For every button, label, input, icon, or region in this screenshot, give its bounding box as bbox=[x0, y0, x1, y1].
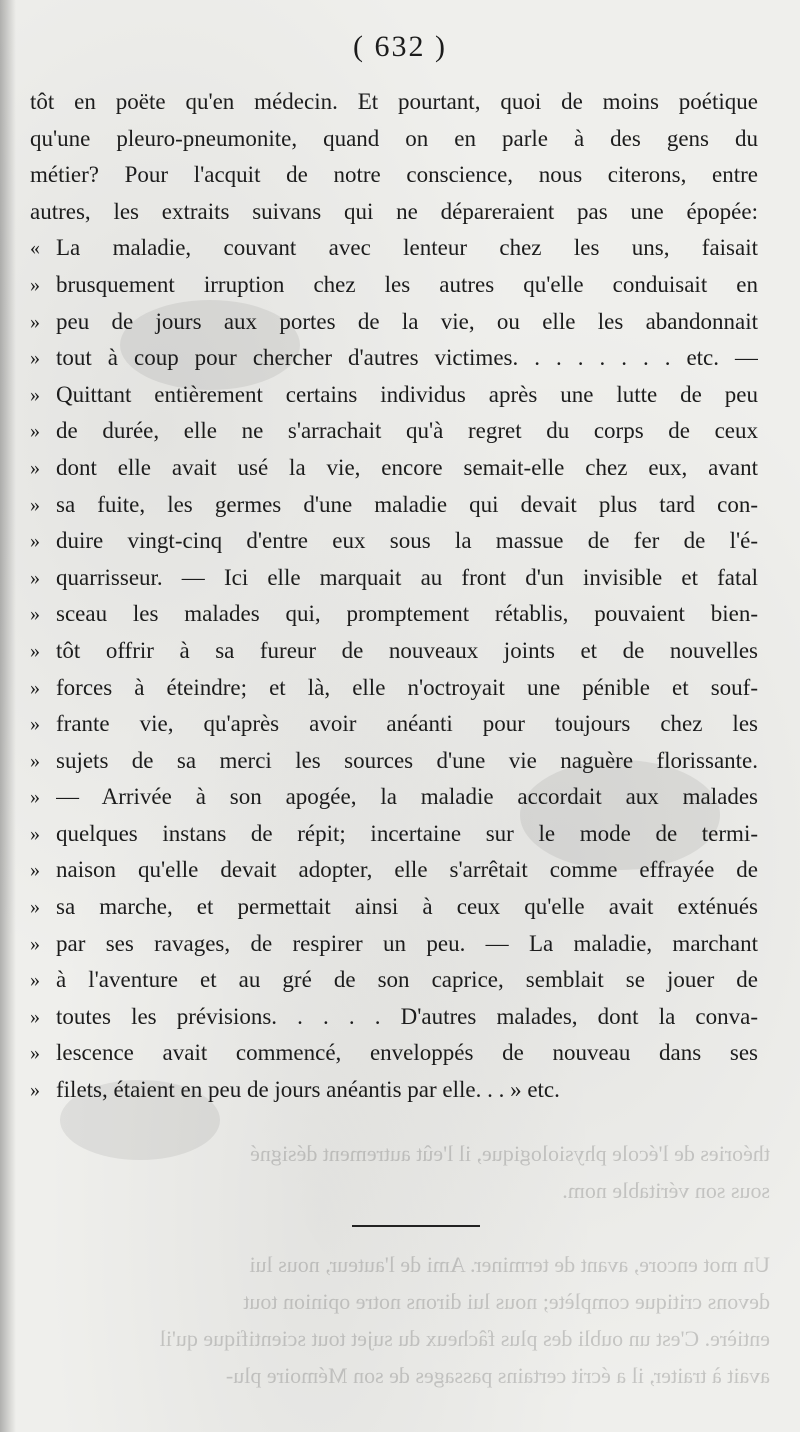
text-line bbox=[30, 670, 758, 707]
text-line bbox=[30, 926, 758, 963]
quote-mark: » bbox=[30, 786, 40, 809]
text-line bbox=[30, 999, 758, 1036]
text-line bbox=[30, 743, 758, 780]
line-text: duire vingt-cinq d'entre eux sous la massue de fer de l'é- bbox=[56, 528, 758, 554]
text-line bbox=[30, 523, 758, 560]
line-text: Quittant entièrement certains individus après une lutte de peu bbox=[56, 381, 758, 407]
body-text bbox=[30, 84, 758, 1109]
quote-mark: » bbox=[30, 1005, 40, 1028]
quote-mark: » bbox=[30, 822, 40, 845]
quote-mark: » bbox=[30, 749, 40, 772]
line-text: tôt en poëte qu'en médecin. Et pourtant, quoi de moins poétique bbox=[30, 89, 758, 114]
page-binding-shadow bbox=[0, 0, 16, 1432]
line-text: forces à éteindre; et là, elle n'octroyait une pénible et souf- bbox=[56, 674, 758, 700]
quote-mark: » bbox=[30, 676, 40, 699]
quote-mark: » bbox=[30, 932, 40, 955]
quote-mark: » bbox=[30, 310, 40, 333]
text-line bbox=[30, 816, 758, 853]
line-text: brusquement irruption chez les autres qu'elle conduisait en bbox=[56, 271, 758, 297]
line-text: frante vie, qu'après avoir anéanti pour toujours chez les bbox=[56, 711, 758, 737]
text-line bbox=[30, 84, 758, 121]
line-text: de durée, elle ne s'arrachait qu'à regret du corps de ceux bbox=[56, 418, 758, 444]
quote-mark: » bbox=[30, 383, 40, 406]
text-line bbox=[30, 779, 758, 816]
quote-mark: « bbox=[30, 237, 40, 260]
line-text: — Arrivée à son apogée, la maladie accordait aux malades bbox=[56, 784, 758, 810]
line-text: tôt offrir à sa fureur de nouveaux joints et de nouvelles bbox=[56, 637, 758, 663]
line-text: La maladie, couvant avec lenteur chez les uns, faisait bbox=[56, 235, 758, 261]
line-text: sujets de sa merci les sources d'une vie naguère florissante. bbox=[56, 747, 758, 773]
quote-mark: » bbox=[30, 273, 40, 296]
quote-mark: » bbox=[30, 566, 40, 589]
section-divider bbox=[352, 1225, 480, 1227]
quote-mark: » bbox=[30, 969, 40, 992]
text-line bbox=[30, 340, 758, 377]
text-line bbox=[30, 157, 758, 194]
text-line bbox=[30, 706, 758, 743]
line-text: tout à coup pour chercher d'autres victimes. . . . . . . . etc. — bbox=[56, 345, 758, 371]
text-line bbox=[30, 377, 758, 414]
text-line bbox=[30, 852, 758, 889]
line-text: sa fuite, les germes d'une maladie qui devait plus tard con- bbox=[56, 491, 758, 517]
line-text: métier? Pour l'acquit de notre conscience, nous citerons, entre bbox=[30, 162, 758, 188]
text-line bbox=[30, 889, 758, 926]
line-text: sa marche, et permettait ainsi à ceux qu'elle avait exténués bbox=[56, 894, 758, 920]
text-line bbox=[30, 1072, 758, 1109]
line-text: qu'une pleuro-pneumonite, quand on en parle à des gens du bbox=[30, 125, 758, 151]
text-line bbox=[30, 304, 758, 341]
text-line bbox=[30, 121, 758, 158]
line-text: toutes les prévisions. . . . . D'autres malades, dont la conva- bbox=[56, 1003, 758, 1029]
line-text: quarrisseur. — Ici elle marquait au front d'un invisible et fatal bbox=[56, 564, 758, 590]
line-text: lescence avait commencé, enveloppés de nouveau dans ses bbox=[56, 1040, 758, 1066]
quote-mark: » bbox=[30, 347, 40, 370]
text-line bbox=[30, 1035, 758, 1072]
line-text: par ses ravages, de respirer un peu. — La maladie, marchant bbox=[56, 930, 758, 956]
text-line bbox=[30, 413, 758, 450]
line-text: naison qu'elle devait adopter, elle s'arrêtait comme effrayée de bbox=[56, 857, 758, 883]
quote-mark: » bbox=[30, 493, 40, 516]
text-line bbox=[30, 633, 758, 670]
quote-mark: » bbox=[30, 713, 40, 736]
text-line bbox=[30, 450, 758, 487]
quote-mark: » bbox=[30, 1042, 40, 1065]
text-line bbox=[30, 267, 758, 304]
line-text: quelques instans de répit; incertaine sur le mode de termi- bbox=[56, 820, 758, 846]
text-line bbox=[30, 596, 758, 633]
quote-mark: » bbox=[30, 639, 40, 662]
line-text: à l'aventure et au gré de son caprice, semblait se jouer de bbox=[56, 967, 758, 993]
bleed-through-text: théories de l'école physiologique, il l'eût autrement désigné sous son véritable nom. Un mot encore, avant de terminer. Ami de l'auteur, nous lui devons critique complète; nous lui dirons notre opinion tout entière. C'est un oubli des plus fâcheux du sujet tout scientifique qu'il avait à traiter, il a écrit certains passages de son Mémoire plu- bbox=[159, 1141, 770, 1388]
line-text: dont elle avait usé la vie, encore semait-elle chez eux, avant bbox=[56, 454, 758, 480]
quote-mark: » bbox=[30, 420, 40, 443]
quote-mark: » bbox=[30, 603, 40, 626]
text-line bbox=[30, 962, 758, 999]
line-text: sceau les malades qui, promptement rétablis, pouvaient bien- bbox=[56, 601, 758, 627]
quote-mark: » bbox=[30, 859, 40, 882]
quote-mark: » bbox=[30, 530, 40, 553]
text-line bbox=[30, 194, 758, 231]
quote-mark: » bbox=[30, 896, 40, 919]
line-text: peu de jours aux portes de la vie, ou elle les abandonnait bbox=[56, 308, 758, 334]
quote-mark: » bbox=[30, 1079, 40, 1102]
line-text: filets, étaient en peu de jours anéantis par elle. . . » etc. bbox=[56, 1077, 560, 1103]
quote-mark: » bbox=[30, 456, 40, 479]
text-line bbox=[30, 487, 758, 524]
text-line bbox=[30, 560, 758, 597]
line-text: autres, les extraits suivans qui ne dépareraient pas une épopée: bbox=[30, 198, 758, 224]
page-number: ( 632 ) bbox=[353, 30, 447, 63]
text-line bbox=[30, 230, 758, 267]
